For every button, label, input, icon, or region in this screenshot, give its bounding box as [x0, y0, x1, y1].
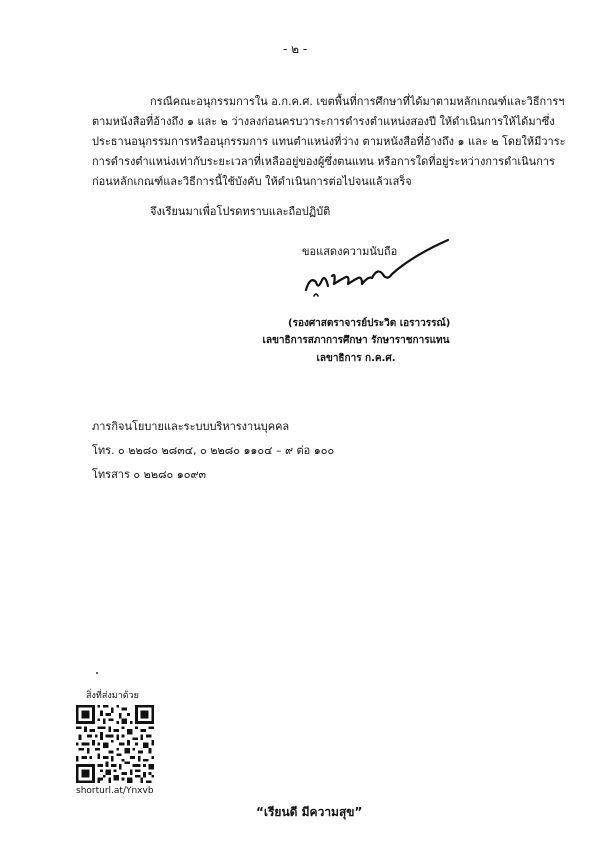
closing-sentence: จึงเรียนมาเพื่อโปรดทราบและถือปฏิบัติ — [150, 205, 331, 218]
qr-code — [76, 705, 154, 783]
body-line: ตามหนังสือที่อ้างถึง ๑ และ ๒ ว่างลงก่อนครบวาระการดำรงตำแหน่งสองปี ให้ดำเนินการให้ได้มาซึ่ง — [92, 115, 555, 128]
contact-department: ภารกิจนโยบายและระบบบริหารงานบุคคล — [92, 420, 290, 433]
body-line: ก่อนหลักเกณฑ์และวิธีการนี้ใช้บังคับ ให้ดำเนินการต่อไปจนแล้วเสร็จ — [92, 175, 412, 188]
signer-name: (รองศาสตราจารย์ประวิต เอราวรรณ์) — [288, 318, 451, 329]
body-line: การดำรงตำแหน่งเท่ากับระยะเวลาที่เหลืออยู่ของผู้ซึ่งตนแทน หรือการใดที่อยู่ระหว่างการดำเนินการ — [92, 155, 555, 168]
body-line: ประธานอนุกรรมการหรืออนุกรรมการ แทนตำแหน่งที่ว่าง ตามหนังสือที่อ้างถึง ๑ และ ๒ โดยให้มีวาระ — [92, 135, 566, 148]
contact-phone: โทร. ๐ ๒๒๘๐ ๒๘๓๔, ๐ ๒๒๘๐ ๑๑๐๔ – ๙ ต่อ ๑๐๐ — [92, 444, 335, 457]
signer-title: เลขาธิการ ก.ค.ศ. — [316, 353, 396, 364]
contact-fax: โทรสาร ๐ ๒๒๘๐ ๑๐๙๓ — [92, 468, 207, 481]
attachment-label: สิ่งที่ส่งมาด้วย — [86, 691, 139, 701]
attachment-url[interactable]: shorturl.at/Ynxvb — [76, 786, 154, 796]
bullet-dot — [96, 672, 98, 674]
body-paragraph — [92, 92, 592, 192]
body-line: กรณีคณะอนุกรรมการใน อ.ก.ค.ศ. เขตพื้นที่การศึกษาที่ได้มาตามหลักเกณฑ์และวิธีการฯ — [150, 95, 565, 108]
handwritten-signature — [292, 236, 462, 306]
slogan-footer: “เรียนดี มีความสุข” — [256, 805, 363, 819]
regards-text: ขอแสดงความนับถือ — [302, 245, 398, 258]
signer-title: เลขาธิการสภาการศึกษา รักษาราชการแทน — [262, 335, 450, 346]
page-number: - ๒ - — [283, 42, 308, 56]
